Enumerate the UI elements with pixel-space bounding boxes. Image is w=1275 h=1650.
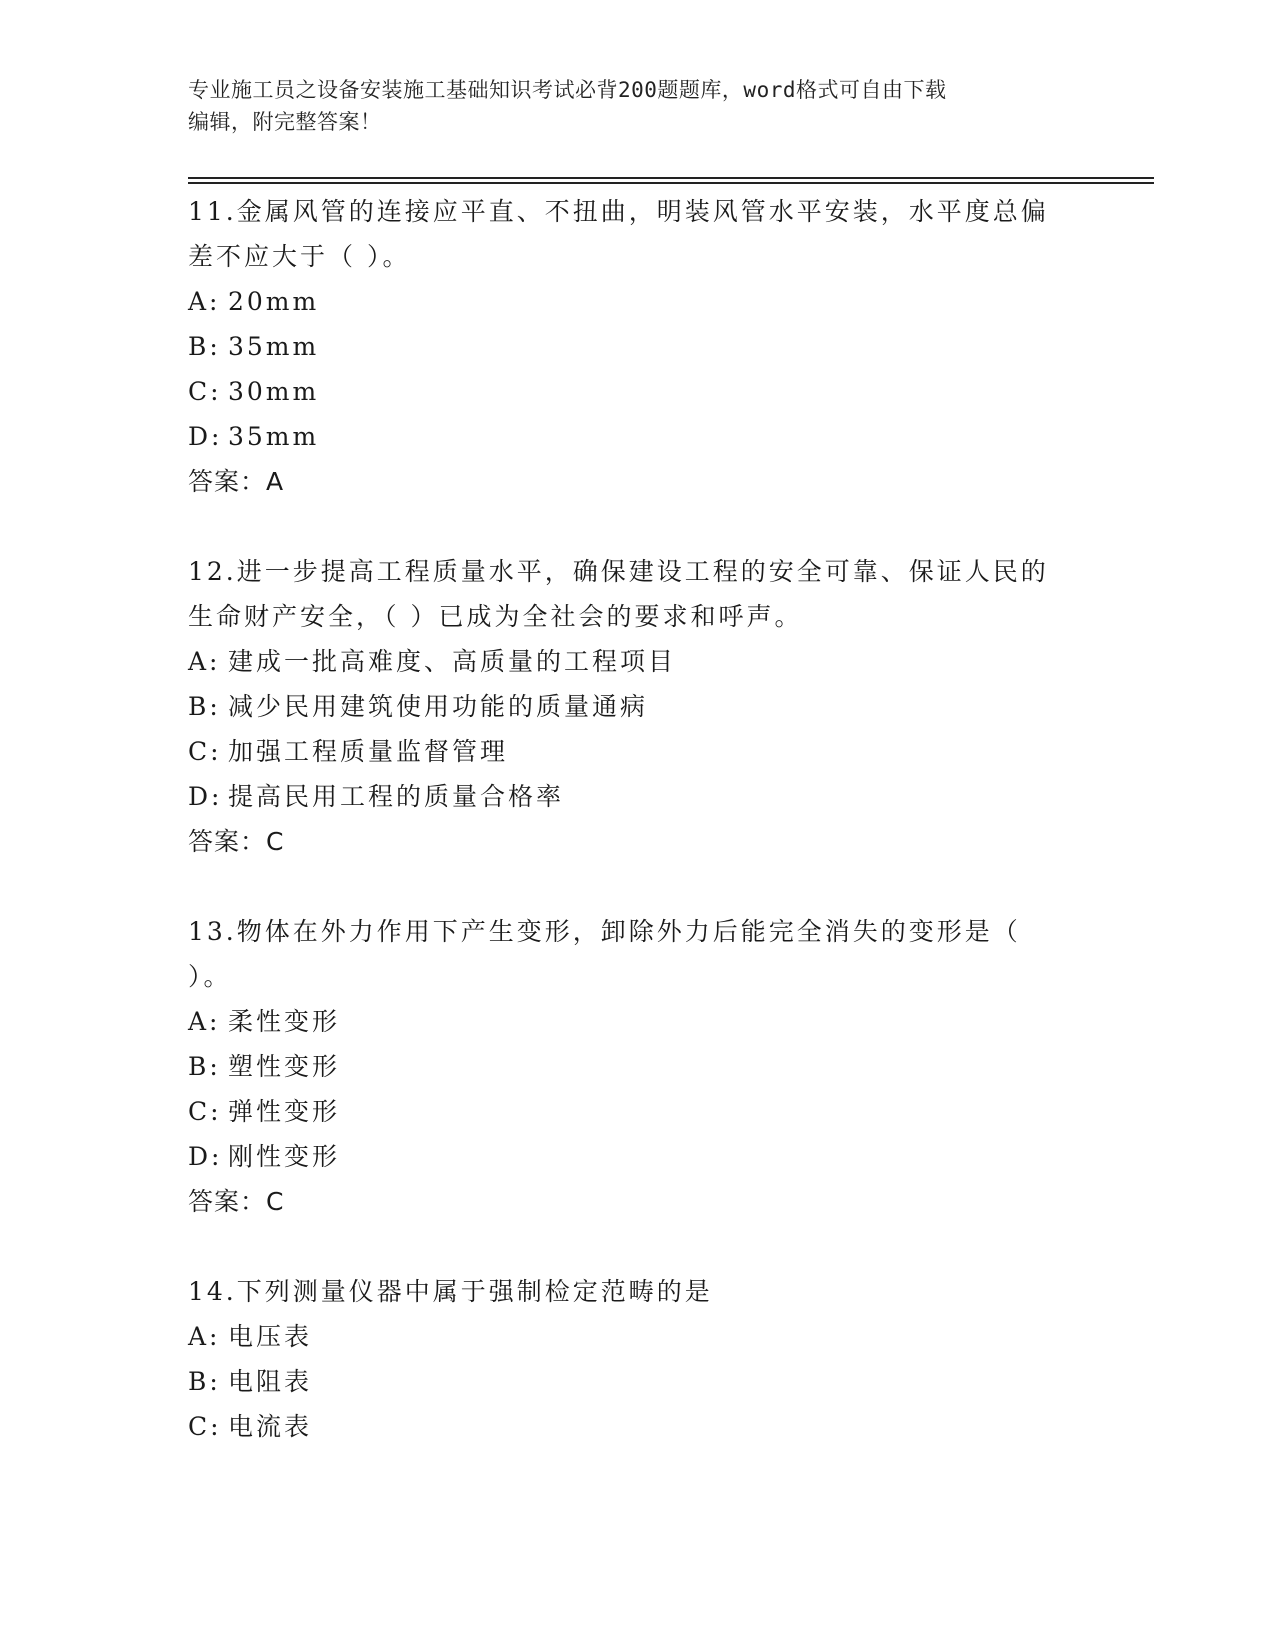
option-text: 建成一批高难度、高质量的工程项目 — [228, 647, 677, 676]
option-letter: A: — [188, 1007, 221, 1036]
option-a — [188, 1314, 1088, 1359]
option-text: 35mm — [228, 422, 320, 451]
question-11 — [188, 189, 1088, 504]
option-letter: A: — [188, 647, 221, 676]
option-c — [188, 1404, 1088, 1449]
question-stem-line: 差不应大于（ ）。 — [188, 242, 411, 271]
question-stem-line: 11.金属风管的连接应平直、不扭曲，明装风管水平安装，水平度总偏 — [188, 197, 1049, 226]
option-text: 塑性变形 — [228, 1052, 341, 1081]
answer-line: 答案：C — [188, 1187, 285, 1216]
option-c — [188, 369, 1088, 414]
option-text: 弹性变形 — [228, 1097, 341, 1126]
option-a — [188, 999, 1088, 1044]
option-text: 提高民用工程的质量合格率 — [228, 782, 565, 811]
option-letter: A: — [188, 1322, 221, 1351]
question-stem — [188, 909, 1088, 999]
answer-line: 答案：C — [188, 827, 285, 856]
option-letter: B: — [188, 692, 221, 721]
question-stem-line: 生命财产安全，（ ）已成为全社会的要求和呼声。 — [188, 602, 803, 631]
question-stem-line: 13.物体在外力作用下产生变形，卸除外力后能完全消失的变形是（ — [188, 917, 1021, 946]
option-letter: B: — [188, 1052, 221, 1081]
option-b — [188, 684, 1088, 729]
option-b — [188, 324, 1088, 369]
option-text: 20mm — [228, 287, 320, 316]
option-c — [188, 729, 1088, 774]
option-c — [188, 1089, 1088, 1134]
question-stem — [188, 189, 1088, 279]
answer-line: 答案：A — [188, 467, 285, 496]
option-text: 柔性变形 — [228, 1007, 341, 1036]
option-letter: B: — [188, 1367, 221, 1396]
option-a — [188, 279, 1088, 324]
header-line-1: 专业施工员之设备安装施工基础知识考试必背200题题库，word格式可自由下载 — [188, 78, 947, 102]
option-text: 35mm — [228, 332, 320, 361]
option-d — [188, 1134, 1088, 1179]
option-d — [188, 774, 1088, 819]
question-12 — [188, 549, 1088, 864]
option-letter: D: — [188, 1142, 223, 1171]
option-letter: C: — [188, 737, 222, 766]
question-13 — [188, 909, 1088, 1224]
option-letter: C: — [188, 377, 222, 406]
question-list — [188, 189, 1088, 1494]
option-text: 30mm — [228, 377, 320, 406]
header-line-2: 编辑，附完整答案！ — [188, 110, 382, 134]
question-stem-line: 12.进一步提高工程质量水平，确保建设工程的安全可靠、保证人民的 — [188, 557, 1049, 586]
option-letter: A: — [188, 287, 221, 316]
question-14 — [188, 1269, 1088, 1449]
question-stem — [188, 1269, 1088, 1314]
option-text: 减少民用建筑使用功能的质量通病 — [228, 692, 649, 721]
document-header — [188, 74, 1088, 138]
header-rule-top — [188, 177, 1154, 179]
question-stem-line: 14.下列测量仪器中属于强制检定范畴的是 — [188, 1277, 713, 1306]
question-stem — [188, 549, 1088, 639]
option-a — [188, 639, 1088, 684]
option-text: 电流表 — [228, 1412, 313, 1441]
option-text: 刚性变形 — [228, 1142, 341, 1171]
option-letter: D: — [188, 422, 223, 451]
header-rule-bottom — [188, 182, 1154, 184]
option-text: 加强工程质量监督管理 — [228, 737, 509, 766]
option-b — [188, 1044, 1088, 1089]
option-letter: C: — [188, 1412, 222, 1441]
option-text: 电压表 — [228, 1322, 313, 1351]
option-letter: C: — [188, 1097, 222, 1126]
question-stem-line: ）。 — [188, 962, 232, 991]
option-letter: D: — [188, 782, 223, 811]
option-text: 电阻表 — [228, 1367, 313, 1396]
option-letter: B: — [188, 332, 221, 361]
option-b — [188, 1359, 1088, 1404]
option-d — [188, 414, 1088, 459]
